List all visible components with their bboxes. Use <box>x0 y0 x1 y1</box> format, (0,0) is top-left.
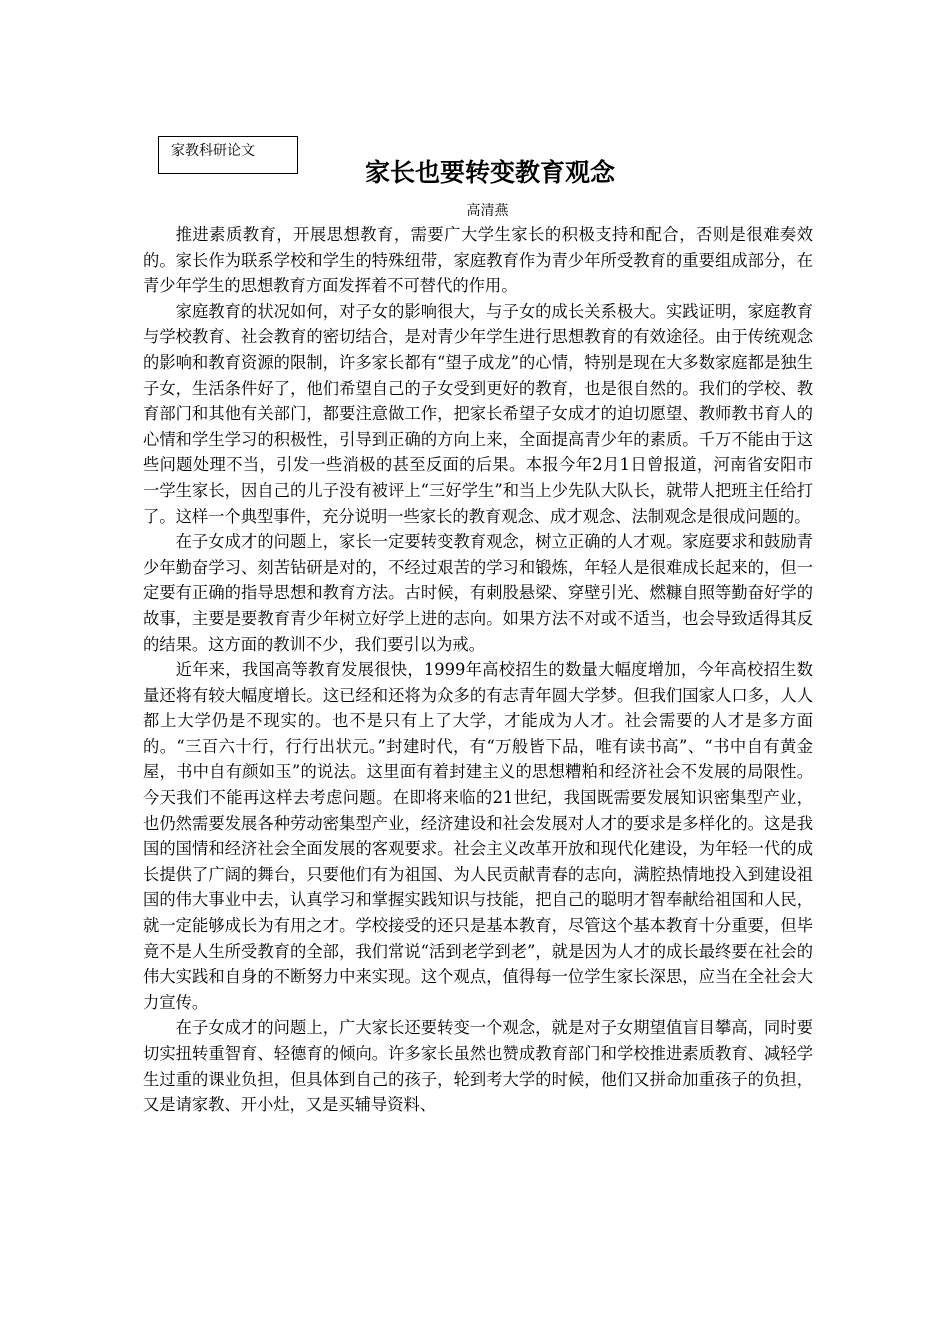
paragraph-2: 家庭教育的状况如何，对子女的影响很大，与子女的成长关系极大。实践证明，家庭教育与学校教育、社会教育的密切结合，是对青少年学生进行思想教育的有效途径。由于传统观念的影响和教育资源的限制，许多家长都有“望子成龙”的心情，特别是现在大多数家庭都是独生子女，生活条件好了，他们希望自己的子女受到更好的教育，也是很自然的。我们的学校、教育部门和其他有关部门，都要注意做工作，把家长希望子女成才的迫切愿望、教师教书育人的心情和学生学习的积极性，引导到正确的方向上来，全面提高青少年的素质。千万不能由于这些问题处理不当，引发一些消极的甚至反面的后果。本报今年2月1日曾报道，河南省安阳市一学生家长，因自己的儿子没有被评上“三好学生”和当上少先队大队长，就带人把班主任给打了。这样一个典型事件，充分说明一些家长的教育观念、成才观念、法制观念是很成问题的。 <box>143 301 813 526</box>
paragraph-4: 近年来，我国高等教育发展很快，1999年高校招生的数量大幅度增加，今年高校招生数量还将有较大幅度增长。这已经和还将为众多的有志青年圆大学梦。但我们国家人口多，人人都上大学仍是不现实的。也不是只有上了大学，才能成为人才。社会需要的人才是多方面的。“三百六十行，行行出状元。”封建时代，有“万般皆下品，唯有读书高”、“书中自有黄金屋，书中自有颜如玉”的说法。这里面有着封建主义的思想糟粕和经济社会不发展的局限性。今天我们不能再这样去考虑问题。在即将来临的21世纪，我国既需要发展知识密集型产业，也仍然需要发展各种劳动密集型产业，经济建设和社会发展对人才的要求是多样化的。这是我国的国情和经济社会全面发展的客观要求。社会主义改革开放和现代化建设，为年轻一代的成长提供了广阔的舞台，只要他们有为祖国、为人民贡献青春的志向，满腔热情地投入到建设祖国的伟大事业中去，认真学习和掌握实践知识与技能，把自己的聪明才智奉献给祖国和人民，就一定能够成长为有用之才。学校接受的还只是基本教育，尽管这个基本教育十分重要，但毕竟不是人生所受教育的全部，我们常说“活到老学到老”，就是因为人才的成长最终要在社会的伟大实践和自身的不断努力中来实现。这个观点，值得每一位学生家长深思，应当在全社会大力宣传。 <box>143 660 813 1012</box>
article-body <box>143 222 813 1118</box>
category-label: 家教科研论文 <box>171 143 255 159</box>
paragraph-3: 在子女成才的问题上，家长一定要转变教育观念，树立正确的人才观。家庭要求和鼓励青少年勤奋学习、刻苦钻研是对的，不经过艰苦的学习和锻炼，年轻人是很难成长起来的，但一定要有正确的指导思想和教育方法。古时候，有刺股悬梁、穿壁引光、燃糠自照等勤奋好学的故事，主要是要教育青少年树立好学上进的志向。如果方法不对或不适当，也会导致适得其反的结果。这方面的教训不少，我们要引以为戒。 <box>143 532 813 654</box>
article-title: 家长也要转变教育观念 <box>364 158 615 187</box>
article-author: 高清燕 <box>466 203 509 219</box>
category-label-box <box>158 136 298 174</box>
paragraph-1: 推进素质教育，开展思想教育，需要广大学生家长的积极支持和配合，否则是很难奏效的。家长作为联系学校和学生的特殊纽带，家庭教育作为青少年所受教育的重要组成部分，在青少年学生的思想教育方面发挥着不可替代的作用。 <box>143 225 813 296</box>
paragraph-5: 在子女成才的问题上，广大家长还要转变一个观念，就是对子女期望值盲目攀高，同时要切实扭转重智育、轻德育的倾向。许多家长虽然也赞成教育部门和学校推进素质教育、减轻学生过重的课业负担，但具体到自己的孩子，轮到考大学的时候，他们又拼命加重孩子的负担，又是请家教、开小灶，又是买辅导资料、 <box>143 1018 813 1115</box>
